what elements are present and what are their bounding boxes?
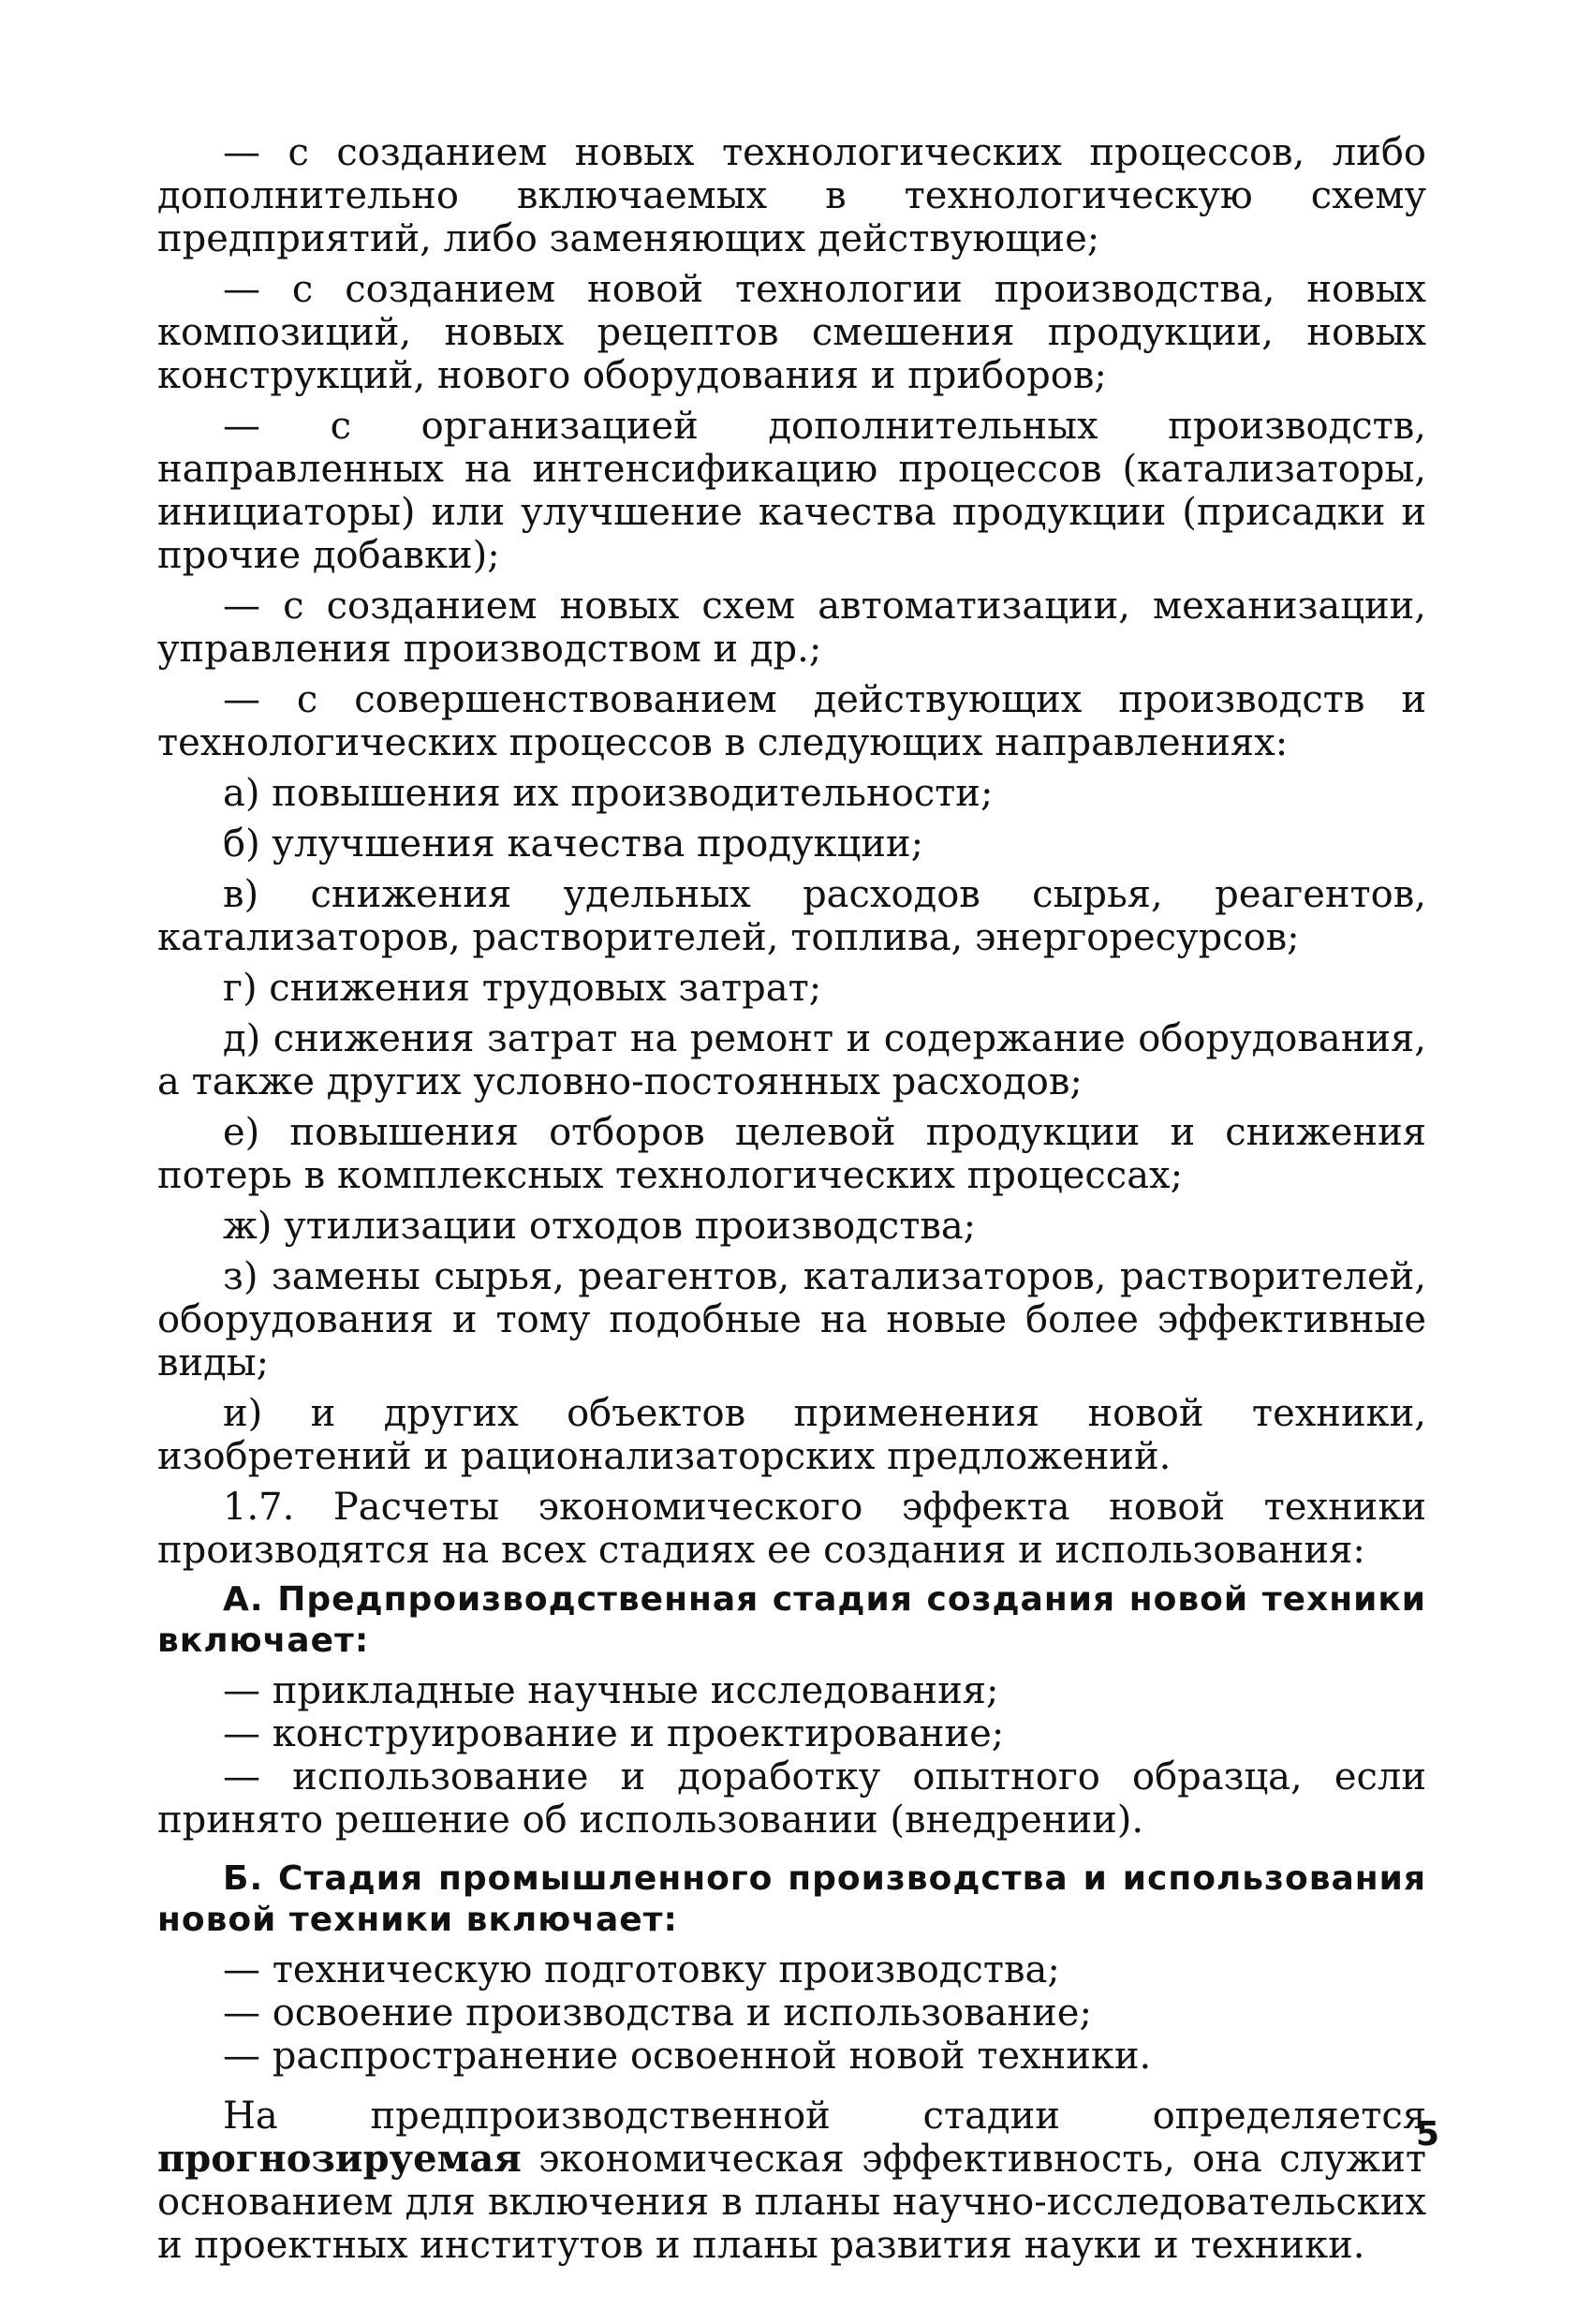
page-number: 5 [1416, 2115, 1440, 2154]
closing-text-after: экономическая эффективность, она служит основанием для включения в планы научно-исследовательских и проектных институтов и планы развития науки и техники. [157, 2138, 1426, 2267]
list-item: и) и других объектов применения новой техники, изобретений и рационализаторских предложений. [157, 1392, 1426, 1478]
section-a-heading: А. Предпроизводственная стадия создания новой техники включает: [157, 1580, 1426, 1660]
list-item: е) повышения отборов целевой продукции и снижения потерь в комплексных технологических процессах; [157, 1111, 1426, 1197]
list-item: з) замены сырья, реагентов, катализаторов, растворителей, оборудования и тому подобные на новые более эффективные виды; [157, 1255, 1426, 1384]
page-text-block [157, 131, 1426, 2267]
list-item: в) снижения удельных расходов сырья, реагентов, катализаторов, растворителей, топлива, энергоресурсов; [157, 873, 1426, 959]
paragraph: — с совершенствованием действующих производств и технологических процессов в следующих направлениях: [157, 678, 1426, 764]
list-item: — конструирование и проектирование; [223, 1712, 1005, 1755]
list-item: — использование и доработку опытного образца, если принято решение об использовании (внедрении). [157, 1755, 1426, 1842]
list-item: — освоение производства и использование; [223, 1991, 1092, 2035]
closing-bold-term: прогнозируемая [157, 2137, 522, 2181]
closing-paragraph [157, 2095, 1426, 2267]
list-item: — техническую подготовку производства; [223, 1948, 1060, 1991]
list-item: г) снижения трудовых затрат; [223, 967, 822, 1010]
paragraph: 1.7. Расчеты экономического эффекта новой техники производятся на всех стадиях ее создания и использования: [157, 1486, 1426, 1572]
paragraph: — с созданием новых технологических процессов, либо дополнительно включаемых в технологическую схему предприятий, либо заменяющих действующие; [157, 131, 1426, 260]
paragraph: — с организацией дополнительных производств, направленных на интенсификацию процессов (катализаторы, инициаторы) или улучшение качества продукции (присадки и прочие добавки); [157, 405, 1426, 577]
list-item: — прикладные научные исследования; [223, 1669, 999, 1712]
paragraph: — с созданием новых схем автоматизации, механизации, управления производством и др.; [157, 585, 1426, 671]
list-item: б) улучшения качества продукции; [223, 822, 924, 866]
list-item: д) снижения затрат на ремонт и содержание оборудования, а также других условно-постоянных расходов; [157, 1017, 1426, 1103]
list-item: а) повышения их производительности; [223, 772, 994, 815]
list-item: — распространение освоенной новой техники. [223, 2035, 1152, 2078]
closing-text-before: На предпроизводственной стадии определяется [223, 2095, 1426, 2138]
paragraph: — с созданием новой технологии производства, новых композиций, новых рецептов смешения продукции, новых конструкций, нового оборудования и приборов; [157, 268, 1426, 397]
list-item: ж) утилизации отходов производства; [223, 1205, 977, 1248]
section-b-heading: Б. Стадия промышленного производства и использования новой техники включает: [157, 1859, 1426, 1939]
